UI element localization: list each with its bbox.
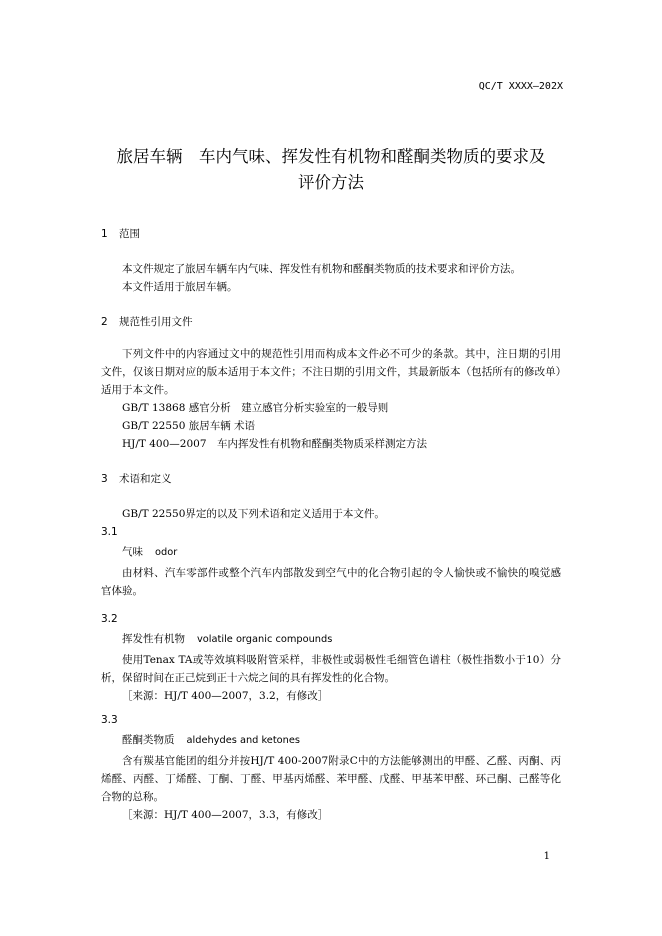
section-number: 2 — [101, 316, 108, 328]
document-title-line1: 旅居车辆 车内气味、挥发性有机物和醛酮类物质的要求及 — [116, 147, 546, 166]
section-title: 规范性引用文件 — [119, 316, 193, 328]
normative-references-intro: 下列文件中的内容通过文中的规范性引用而构成本文件必不可少的条款。其中，注日期的引用文件，仅该日期对应的版本适用于本文件；不注日期的引用文件，其最新版本（包括所有的修改单）适用于本文件。 — [101, 348, 561, 396]
section-number: 1 — [101, 228, 108, 240]
section-1-heading — [101, 226, 140, 241]
term-en: odor — [155, 547, 178, 558]
term-definition: 使用Tenax TA或等效填料吸附管采样，非极性或弱极性毛细管色谱柱（极性指数小于10）分析，保留时间在正己烷到正十六烷之间的具有挥发性的化合物。 — [101, 654, 561, 684]
term-source: ［来源：HJ/T 400—2007，3.2，有修改］ — [122, 690, 329, 702]
term-heading — [122, 544, 177, 559]
term-number: 3.2 — [101, 613, 118, 625]
term-en: aldehydes and ketones — [186, 735, 301, 746]
section-3-heading — [101, 471, 172, 486]
section-number: 3 — [101, 473, 108, 485]
reference-item: GB/T 22550 旅居车辆 术语 — [122, 420, 256, 432]
term-zh: 醛酮类物质 — [122, 734, 175, 746]
term-heading — [122, 631, 332, 646]
section-title: 范围 — [119, 228, 140, 240]
scope-paragraph-2: 本文件适用于旅居车辆。 — [122, 281, 238, 293]
standard-code: QC/T XXXX—202X — [478, 81, 563, 92]
term-definition: 含有羰基官能团的组分并按HJ/T 400-2007附录C中的方法能够测出的甲醛、乙醛、丙酮、丙烯醛、丙醛、丁烯醛、丁酮、丁醛、甲基丙烯醛、苯甲醛、戊醛、甲基苯甲醛、环己酮、己醛等化合物的总称。 — [101, 755, 561, 803]
term-definition: 由材料、汽车零部件或整个汽车内部散发到空气中的化合物引起的令人愉快或不愉快的嗅觉感官体验。 — [101, 567, 561, 597]
page-number: 1 — [543, 851, 550, 862]
section-2-heading — [101, 314, 193, 329]
term-source: ［来源：HJ/T 400—2007，3.3，有修改］ — [122, 809, 329, 821]
reference-item: HJ/T 400—2007 车内挥发性有机物和醛酮类物质采样测定方法 — [122, 438, 428, 450]
term-zh: 气味 — [122, 546, 143, 558]
term-number: 3.1 — [101, 526, 118, 538]
scope-paragraph-1: 本文件规定了旅居车辆车内气味、挥发性有机物和醛酮类物质的技术要求和评价方法。 — [122, 263, 521, 275]
term-number: 3.3 — [101, 714, 118, 726]
term-en: volatile organic compounds — [197, 634, 333, 645]
term-heading — [122, 732, 300, 747]
terms-intro: GB/T 22550界定的以及下列术语和定义适用于本文件。 — [122, 508, 385, 520]
reference-item: GB/T 13868 感官分析 建立感官分析实验室的一般导则 — [122, 402, 389, 414]
document-title-line2: 评价方法 — [298, 173, 364, 192]
section-title: 术语和定义 — [119, 473, 172, 485]
term-zh: 挥发性有机物 — [122, 633, 185, 645]
